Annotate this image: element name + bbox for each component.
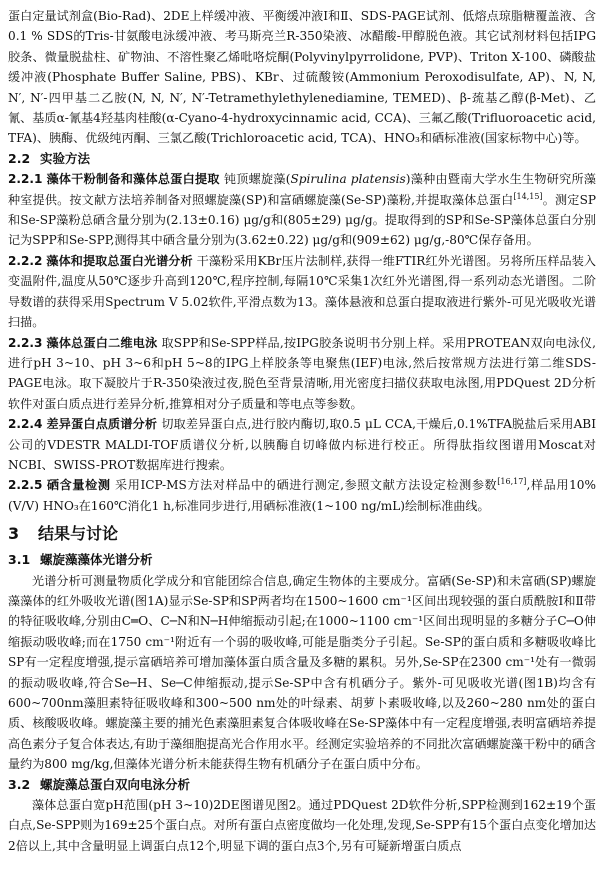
section-title: 螺旋藻总蛋白双向电泳分析: [40, 776, 191, 792]
subsection-number: 2.2.2: [8, 253, 43, 268]
body-text: 钝顶螺旋藻(: [223, 172, 291, 187]
section-3-heading: [8, 522, 596, 546]
species-name: Spirulina platensis: [290, 172, 406, 187]
body-text: 采用ICP-MS方法对样品中的硒进行测定,参照文献方法设定检测参数: [115, 478, 498, 493]
section-2-2-4-paragraph: [8, 414, 596, 475]
subsection-number: 2.2.3: [8, 335, 43, 350]
section-2-2-heading: [8, 149, 596, 169]
body-text: 切取差异蛋白点,进行胶内酶切,取0.5 μL CCA,干燥后,0.1%TFA脱盐后采用ABI公司的VDESTR MALDI-TOF质谱仪分析,以胰酶自切峰做内标进行校正。所得肽指纹图谱用Moscat对NCBI、SWISS-PROT数据库进行搜索。: [8, 417, 596, 472]
section-3-1-heading: [8, 550, 596, 570]
section-2-2-2-paragraph: [8, 251, 596, 333]
body-text: ,样品用10% (V/V) HNO₃在160℃消化1 h,标准同步进行,用硒标准液(1~100 ng/mL)绘制标准曲线。: [8, 478, 596, 513]
section-3-2-heading: [8, 775, 596, 795]
section-2-2-1-paragraph: [8, 169, 596, 251]
subsection-title: 藻体和提取总蛋白光谱分析: [46, 253, 193, 268]
paper-page: [8, 6, 596, 856]
section-title: 螺旋藻藻体光谱分析: [40, 552, 153, 568]
subsection-number: 2.2.1: [8, 172, 43, 187]
subsection-number: 2.2.5: [8, 478, 43, 493]
subsection-title: 藻体总蛋白二维电泳: [46, 335, 158, 350]
subsection-title: 差异蛋白点质谱分析: [46, 417, 158, 432]
body-text: )藻种由暨南大学水生生物研究所藻种室提供。按文献方法培养制备对照螺旋藻(SP)和富硒螺旋藻(Se-SP)藻粉,并提取藻体总蛋白: [8, 172, 596, 207]
materials-paragraph: 蛋白定量试剂盒(Bio-Rad)、2DE上样缓冲液、平衡缓冲液Ⅰ和Ⅱ、SDS-PAGE试剂、低熔点琼脂糖覆盖液、含0.1 % SDS的Tris-甘氨酸电泳缓冲液、考马斯亮兰R-350染液、冰醋酸-甲醇脱色液。其它试剂材料包括IPG胶条、微量脱盐柱、矿物油、不溶性聚乙烯吡咯烷酮(Polyvinylpyrrolidone, PVP)、Triton X-100、磷酸盐缓冲液(Phosphate Buffer Saline, PBS)、KBr、过硫酸铵(Ammonium Peroxodisulfate, AP)、N, N, N′, N′-四甲基二乙胺(N, N, N′, N′-Tetramethylethylenediamine, TEMED)、β-巯基乙醇(β-Met)、乙氰、基质α-氰基4羟基肉桂酸(α-Cyano-4-hydroxycinnamic acid, CCA)、三氟乙酸(Trifluoroacetic acid, TFA)、胰酶、优级纯丙酮、三氯乙酸(Trichloroacetic acid, TCA)、HNO₃和硒标准液(国家标物中心)等。: [8, 9, 596, 146]
section-2-2-3-paragraph: [8, 333, 596, 415]
body-text: 干藻粉采用KBr压片法制样,获得一维FTIR红外光谱图。另将所压样品装入变温附件,温度从50℃逐步升高到120℃,程序控制,每隔10℃采集1次红外光谱图,得一系列动态光谱图。二阶导数谱的获得采用Spectrum V 5.02软件,平滑点数为13。藻体悬液和总蛋白提取液进行紫外-可见光吸收光谱扫描。: [8, 253, 596, 330]
section-2-2-5-paragraph: [8, 475, 596, 516]
section-number: 3: [8, 524, 20, 544]
section-number: 3.1: [8, 552, 31, 568]
section-3-1-paragraph: 光谱分析可测量物质化学成分和官能团综合信息,确定生物体的主要成分。富硒(Se-SP)和未富硒(SP)螺旋藻藻体的红外吸收光谱(图1A)显示Se-SP和SP两者均在1500~1600 cm⁻¹区间出现较强的蛋白质酰胺Ⅰ和Ⅱ带的特征吸收峰,分别由C═O、C─N和N─H伸缩振动引起;在1000~1100 cm⁻¹区间出现明显的多糖分子C─O伸缩振动吸收峰;而在1750 cm⁻¹附近有一个弱的吸收峰,可能是脂类分子引起。Se-SP的蛋白质和多糖吸收峰比SP有一定程度增强,提示富硒培养可增加藻体蛋白质含量及多糖的累积。另外,Se-SP在2300 cm⁻¹处有一微弱的振动吸收峰,符合Se─H、Se─C伸缩振动,提示Se-SP中含有机硒分子。紫外-可见吸收光谱(图1B)均含有600~700nm藻胆素特征吸收峰和300~500 nm处的叶绿素、胡萝卜素吸收峰,以及260~280 nm处的蛋白质、核酸吸收峰。螺旋藻主要的捕光色素藻胆素复合体吸收峰在Se-SP藻体中有一定程度增强,表明富硒培养提高色素分子复合体表达,有助于藻细胞提高光合作用水平。经测定实验培养的不同批次富硒螺旋藻干粉中的硒含量约为800 mg/kg,但藻体光谱分析未能获得生物有机硒分子在蛋白质中分布。: [8, 573, 596, 772]
body-text: 取SPP和Se-SPP样品,按IPG胶条说明书分别上样。采用PROTEAN双向电泳仪,进行pH 3~10、pH 3~6和pH 5~8的IPG上样胶条等电聚焦(IEF)电泳,然后按常规方法进行第二维SDS-PAGE电泳。取下凝胶片于R-350染液过夜,脱色至背景清晰,用光密度扫描仪获取电泳图,用PDQuest 2D分析软件对蛋白质点进行差异分析,推算相对分子质量和等电点等参数。: [8, 335, 596, 411]
section-title: 实验方法: [40, 150, 91, 166]
section-title: 结果与讨论: [38, 524, 119, 544]
citation-ref: [16,17]: [497, 477, 527, 487]
subsection-title: 硒含量检测: [46, 478, 111, 493]
citation-ref: [14,15]: [513, 191, 543, 201]
section-number: 2.2: [8, 150, 31, 166]
body-text: 。测定SP和Se-SP藻粉总硒含量分别为(2.13±0.16) μg/g和(805±29) μg/g。提取得到的SP和Se-SP藻体总蛋白分别记为SPP和Se-SPP,测得其中硒含量分别为(3.62±0.22) μg/g和(909±62) μg/g,-80℃保存备用。: [8, 192, 596, 248]
subsection-number: 2.2.4: [8, 417, 43, 432]
subsection-title: 藻体干粉制备和藻体总蛋白提取: [46, 172, 220, 187]
section-3-2-paragraph: 藻体总蛋白宽pH范围(pH 3~10)2DE图谱见图2。通过PDQuest 2D软件分析,SPP检测到162±19个蛋白点,Se-SPP则为169±25个蛋白点。对所有蛋白点密度做均一化处理,发现,Se-SPP有15个蛋白点变化增加达2倍以上,其中含量明显上调蛋白点12个,明显下调的蛋白点3个,另有可疑新增蛋白质点: [8, 798, 596, 853]
section-number: 3.2: [8, 776, 31, 792]
